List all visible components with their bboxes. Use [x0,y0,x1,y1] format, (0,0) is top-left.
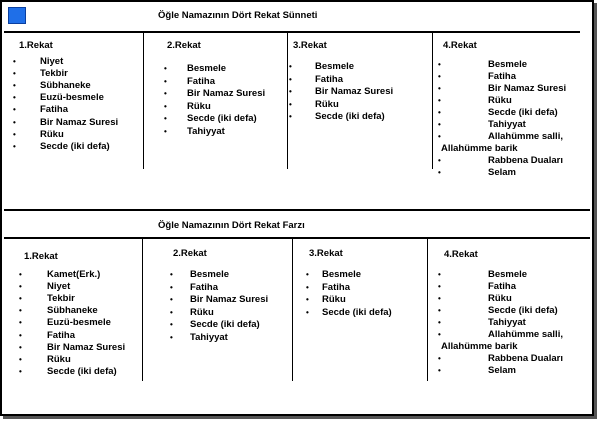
list-item-text: Niyet [40,56,64,67]
bullet-icon: • [438,120,441,129]
list-item-text: Besmele [322,269,362,280]
list-item-text: Allahümme salli, [488,131,563,142]
bullet-icon: • [438,156,441,165]
list-item-text: Fatiha [315,73,343,85]
list-item-text: Secde (iki defa) [315,111,385,123]
farz-col-2-head: 2.Rekat [173,248,207,259]
bullet-icon: • [289,74,292,84]
bullet-icon: • [306,282,309,292]
list-item-text: Fatiha [488,281,516,292]
bullet-icon: • [438,72,441,81]
list-item-text: Rabbena Duaları [488,353,563,364]
bullet-icon: • [170,320,173,330]
sunnet-col-3-head: 3.Rekat [293,40,327,51]
bullet-icon: • [19,366,22,376]
sunnet-col-2-head: 2.Rekat [167,40,201,51]
list-item-text: Bir Namaz Suresi [315,86,394,98]
list-item-text: Rüku [488,293,512,304]
blue-square-icon [8,7,26,24]
sunnet-col-1-head: 1.Rekat [19,40,53,51]
farz-top-rule [4,209,590,211]
list-item-text: Secde (iki defa) [190,319,260,331]
list-item-text: Bir Namaz Suresi [47,341,126,353]
bullet-icon: • [306,295,309,305]
bullet-icon: • [438,132,441,141]
bullet-icon: • [438,168,441,177]
bullet-icon: • [164,101,167,111]
list-item-text: Tekbir [47,293,75,305]
list-item-text: Fatiha [40,104,68,116]
bullet-icon: • [438,354,441,363]
bullet-icon: • [438,282,441,291]
list-item-text: Selam [488,167,516,178]
bullet-icon: • [438,318,441,327]
farz-col-4-head: 4.Rekat [444,249,478,260]
farz-col-1-head: 1.Rekat [24,251,58,262]
list-item-text: Rüku [47,353,71,365]
bullet-icon: • [13,93,16,103]
list-item-text: Bir Namaz Suresi [488,83,567,94]
bullet-icon: • [306,270,309,279]
list-item-text: Bir Namaz Suresi [190,294,269,306]
list-item-text: Besmele [488,59,528,70]
bullet-icon: • [19,318,22,328]
bullet-icon: • [438,270,441,279]
farz-title: Öğle Namazının Dört Rekat Farzı [158,220,305,231]
bullet-icon: • [438,294,441,303]
bullet-icon: • [438,366,441,375]
list-item-text: Selam [488,365,516,376]
bullet-icon: • [13,81,16,91]
list-item-text: Fatiha [488,71,516,82]
list-item-text: Tahiyyat [190,332,228,343]
list-item-text: Tahiyyat [488,317,526,328]
list-item-text: Rüku [187,100,211,112]
bullet-icon: • [19,354,22,364]
farz-divider-2 [292,239,293,381]
list-item-text: Secde (iki defa) [47,365,117,377]
bullet-icon: • [170,333,173,342]
list-item-text: Sübhaneke [40,80,91,92]
bullet-icon: • [438,108,441,117]
list-item-text: Allahümme barik [441,143,518,154]
list-item-text: Rabbena Duaları [488,155,563,166]
farz-divider-3 [427,239,428,381]
farz-col-3-head: 3.Rekat [309,248,343,259]
list-item-text: Kamet(Erk.) [47,269,101,280]
bullet-icon: • [438,84,441,93]
bullet-icon: • [289,87,292,97]
list-item-text: Fatiha [187,75,215,87]
bullet-icon: • [164,127,167,136]
list-item-text: Bir Namaz Suresi [40,116,119,128]
bullet-icon: • [164,76,167,86]
list-item-text: Allahümme barik [441,341,518,352]
bullet-icon: • [289,112,292,122]
list-item-text: Euzü-besmele [47,317,111,329]
list-item-text: Bir Namaz Suresi [187,88,266,100]
list-item-text: Secde (iki defa) [40,140,110,152]
bullet-icon: • [19,294,22,304]
list-item-text: Fatiha [322,281,350,293]
bullet-icon: • [13,57,16,66]
sunnet-top-rule [4,31,580,33]
list-item-text: Fatiha [47,329,75,341]
bullet-icon: • [164,64,167,73]
bullet-icon: • [164,114,167,124]
bullet-icon: • [289,99,292,109]
bullet-icon: • [438,330,441,339]
bullet-icon: • [306,307,309,317]
list-item-text: Secde (iki defa) [187,113,257,125]
list-item-text: Sübhaneke [47,305,98,317]
farz-header-rule [4,237,590,239]
bullet-icon: • [13,69,16,79]
bullet-icon: • [438,306,441,315]
list-item-text: Tahiyyat [488,119,526,130]
list-item-text: Secde (iki defa) [488,107,558,118]
sunnet-col-4-head: 4.Rekat [443,40,477,51]
list-item-text: Besmele [488,269,528,280]
bullet-icon: • [13,117,16,127]
bullet-icon: • [13,105,16,115]
bullet-icon: • [19,306,22,316]
bullet-icon: • [164,89,167,99]
bullet-icon: • [13,141,16,151]
sunnet-divider-3 [432,33,433,169]
bullet-icon: • [19,330,22,340]
bullet-icon: • [170,295,173,305]
list-item-text: Besmele [187,63,227,74]
list-item-text: Secde (iki defa) [488,305,558,316]
list-item-text: Secde (iki defa) [322,306,392,318]
bullet-icon: • [170,307,173,317]
list-item-text: Rüku [190,306,214,318]
bullet-icon: • [170,270,173,279]
list-item-text: Rüku [322,294,346,306]
list-item-text: Besmele [315,61,355,72]
list-item-text: Rüku [488,95,512,106]
sunnet-divider-2 [287,33,288,169]
list-item-text: Besmele [190,269,230,280]
bullet-icon: • [19,342,22,352]
list-item-text: Tekbir [40,68,68,80]
bullet-icon: • [19,270,22,279]
bullet-icon: • [438,96,441,105]
sunnet-divider-1 [143,33,144,169]
bullet-icon: • [170,282,173,292]
bullet-icon: • [13,129,16,139]
list-item-text: Allahümme salli, [488,329,563,340]
list-item-text: Rüku [315,98,339,110]
list-item-text: Niyet [47,281,71,293]
farz-divider-1 [142,239,143,381]
bullet-icon: • [19,282,22,292]
list-item-text: Fatiha [190,281,218,293]
bullet-icon: • [438,60,441,69]
bullet-icon: • [289,62,292,71]
sunnet-title: Öğle Namazının Dört Rekat Sünneti [158,10,318,21]
list-item-text: Rüku [40,128,64,140]
list-item-text: Euzü-besmele [40,92,104,104]
list-item-text: Tahiyyat [187,126,225,137]
